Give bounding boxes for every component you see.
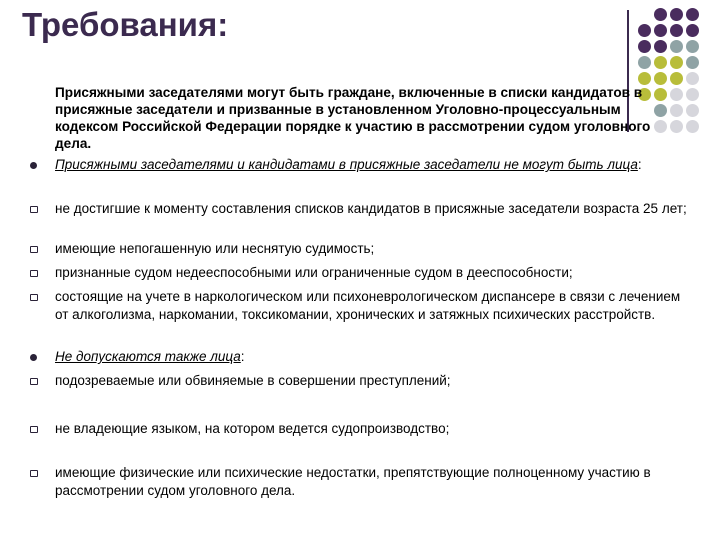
dot-light bbox=[686, 120, 699, 133]
dot-gray bbox=[686, 56, 699, 69]
list-item bbox=[55, 200, 690, 218]
dot-olive bbox=[670, 56, 683, 69]
square-bullet-icon bbox=[30, 206, 38, 213]
dot-purple bbox=[670, 8, 683, 21]
square-bullet-icon bbox=[30, 470, 38, 477]
dot-light bbox=[686, 72, 699, 85]
list-item-text: состоящие на учете в наркологическом или психоневрологическом диспансере в связи с лечением от алкоголизма, наркомании, токсикомании, хронических и затяжных психических расстройств. bbox=[55, 289, 681, 322]
dot-light bbox=[686, 104, 699, 117]
dot-purple bbox=[654, 8, 667, 21]
list-item-suffix: : bbox=[637, 157, 642, 172]
list-item-text: не достигшие к моменту составления списков кандидатов в присяжные заседатели возраста 25 лет; bbox=[55, 201, 687, 216]
dot-purple bbox=[638, 24, 651, 37]
dot-light bbox=[686, 88, 699, 101]
list-item-text: подозреваемые или обвиняемые в совершении преступлений; bbox=[55, 373, 451, 388]
square-bullet-icon bbox=[30, 426, 38, 433]
list-item bbox=[55, 464, 690, 499]
square-bullet-icon bbox=[30, 270, 38, 277]
list-item-text: имеющие непогашенную или неснятую судимость; bbox=[55, 241, 375, 256]
round-bullet-icon bbox=[30, 354, 37, 361]
dot-light bbox=[670, 88, 683, 101]
dot-light bbox=[670, 120, 683, 133]
dot-gray bbox=[686, 40, 699, 53]
list-item-suffix: : bbox=[240, 349, 245, 364]
slide-title: Требования: bbox=[22, 6, 229, 43]
square-bullet-icon bbox=[30, 378, 38, 385]
list-item-text: имеющие физические или психические недостатки, препятствующие полноценному участию в рассмотрении судом уголовного дела. bbox=[55, 465, 651, 498]
dot-purple bbox=[654, 40, 667, 53]
dot-purple bbox=[686, 8, 699, 21]
dot-gray bbox=[670, 40, 683, 53]
dot-olive bbox=[670, 72, 683, 85]
dot-olive bbox=[654, 56, 667, 69]
list-item bbox=[55, 348, 690, 366]
list-item-text: не владеющие языком, на котором ведется судопроизводство; bbox=[55, 421, 450, 436]
list-item bbox=[55, 156, 690, 174]
list-item bbox=[55, 420, 690, 438]
dot-purple bbox=[686, 24, 699, 37]
list-item-text: Присяжными заседателями и кандидатами в присяжные заседатели не могут быть лица bbox=[55, 157, 638, 172]
dot-gray bbox=[638, 56, 651, 69]
list-item-text: Не допускаются также лица bbox=[55, 349, 241, 364]
square-bullet-icon bbox=[30, 246, 38, 253]
square-bullet-icon bbox=[30, 294, 38, 301]
dot-purple bbox=[670, 24, 683, 37]
list-item bbox=[55, 264, 690, 282]
round-bullet-icon bbox=[30, 162, 37, 169]
intro-paragraph: Присяжными заседателями могут быть граждане, включенные в списки кандидатов в присяжные заседатели и призванные в установленном Уголовно-процессуальным кодексом Российской Федерации порядке к участию в рассмотрении судом уголовного дела. bbox=[55, 85, 651, 151]
dot-light bbox=[670, 104, 683, 117]
list-item-text: признанные судом недееспособными или ограниченные судом в дееспособности; bbox=[55, 265, 573, 280]
dot-purple bbox=[654, 24, 667, 37]
dot-purple bbox=[638, 40, 651, 53]
list-item bbox=[55, 288, 690, 323]
list-item bbox=[55, 372, 690, 390]
list-item bbox=[55, 240, 690, 258]
